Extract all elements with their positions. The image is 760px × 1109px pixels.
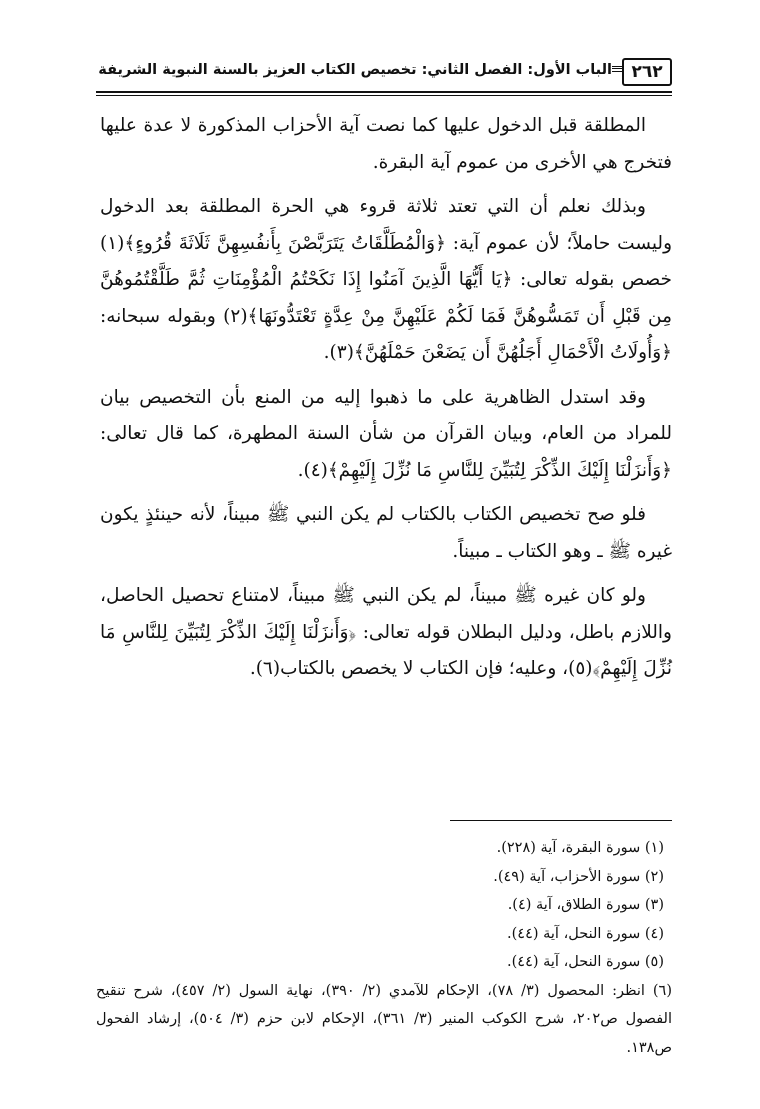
footnote: (٤) سورة النحل، آية (٤٤). (507, 925, 664, 942)
page-header (96, 58, 672, 88)
running-title: الباب الأول: الفصل الثاني: تخصيص الكتاب العزيز بالسنة النبوية الشريفة (98, 62, 612, 78)
header-ornament-rule (612, 66, 622, 72)
footnote: (٣) سورة الطلاق، آية (٤). (507, 897, 664, 913)
footnote: (١) سورة البقرة، آية (٢٢٨). (496, 840, 664, 856)
paragraph: وبذلك نعلم أن التي تعتد ثلاثة قروء هي الحرة المطلقة بعد الدخول وليست حاملاً؛ لأن عموم آية: ﴿وَالْمُطَلَّقَاتُ يَتَرَبَّصْنَ بِأَنفُسِهِنَّ ثَلَاثَةَ قُرُوءٍ﴾(١) خصص بقوله تعالى: ﴿يَا أَيُّهَا الَّذِينَ آمَنُوا إِذَا نَكَحْتُمُ الْمُؤْمِنَاتِ ثُمَّ طَلَّقْتُمُوهُنَّ مِن قَبْلِ أَن تَمَسُّوهُنَّ فَمَا لَكُمْ عَلَيْهِنَّ مِنْ عِدَّةٍ تَعْتَدُّونَهَا﴾(٢) وبقوله سبحانه: ﴿وَأُولَاتُ الْأَحْمَالِ أَجَلُهُنَّ أَن يَضَعْنَ حَمْلَهُنَّ﴾(٣). (100, 196, 672, 363)
paragraph: وقد استدل الظاهرية على ما ذهبوا إليه من المنع بأن التخصيص بيان للمراد من العام، وبيان القرآن من شأن السنة المطهرة، كما قال تعالى: ﴿وَأَنزَلْنَا إِلَيْكَ الذِّكْرَ لِتُبَيِّنَ لِلنَّاسِ مَا نُزِّلَ إِلَيْهِمْ﴾(٤). (100, 386, 672, 481)
page-number: ٢٦٢ (622, 58, 672, 86)
footnote-separator (450, 820, 672, 821)
footnotes (96, 834, 672, 1062)
paragraph: فلو صح تخصيص الكتاب بالكتاب لم يكن النبي ﷺ مبيناً، لأنه حينئذٍ يكون غيره ﷺ ـ وهو الكتاب ـ مبيناً. (100, 504, 672, 562)
main-text (100, 108, 672, 696)
paragraph: ولو كان غيره ﷺ مبيناً، لم يكن النبي ﷺ مبيناً، لامتناع تحصيل الحاصل، واللازم باطل، ودليل البطلان قوله تعالى: ﴿وَأَنزَلْنَا إِلَيْكَ الذِّكْرَ لِتُبَيِّنَ لِلنَّاسِ مَا نُزِّلَ إِلَيْهِمْ﴾(٥)، وعليه؛ فإن الكتاب لا يخصص بالكتاب(٦). (100, 585, 672, 679)
footnote: (٥) سورة النحل، آية (٤٤). (507, 954, 664, 970)
paragraph: المطلقة قبل الدخول عليها كما نصت آية الأحزاب المذكورة لا عدة عليها فتخرج هي الأخرى من عموم آية البقرة. (100, 115, 672, 173)
footnote: (٢) سورة الأحزاب، آية (٤٩). (493, 868, 664, 885)
footnote: (٦) انظر: المحصول (٣/ ٧٨)، الإحكام للآمدي (٢/ ٣٩٠)، نهاية السول (٢/ ٤٥٧)، شرح تنقيح الفصول ص٢٠٢، شرح الكوكب المنير (٣/ ٣٦١)، الإحكام لابن حزم (٣/ ٥٠٤)، إرشاد الفحول ص١٣٨. (96, 982, 673, 1056)
header-divider (96, 91, 672, 96)
